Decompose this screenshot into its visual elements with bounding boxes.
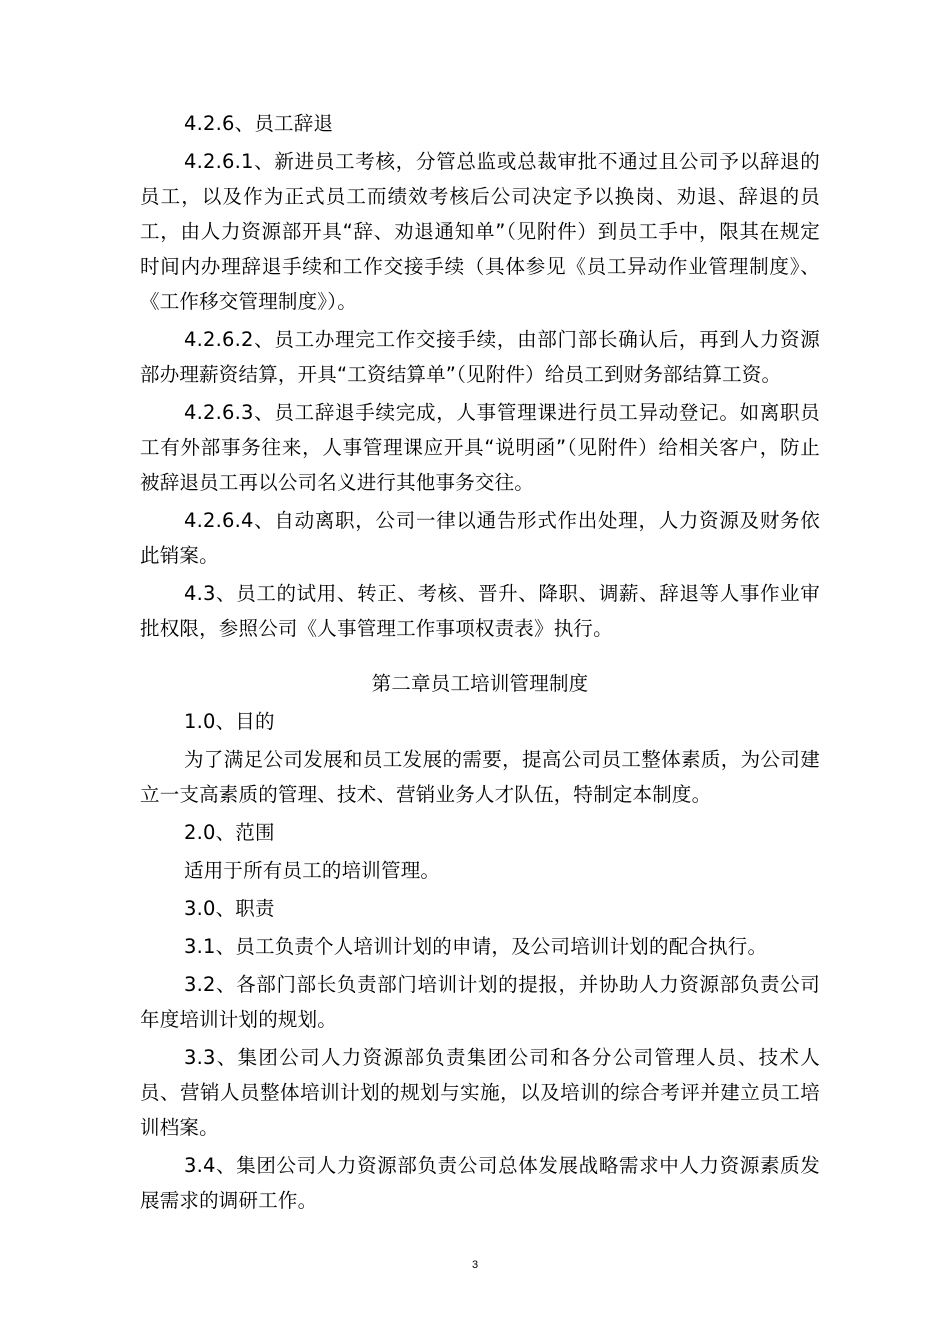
paragraph: 4.2.6.1、新进员工考核，分管总监或总裁审批不通过且公司予以辞退的员工，以及作为正式员工而绩效考核后公司决定予以换岗、劝退、辞退的员工，由人力资源部开具“辞、劝退通知单”（见附件）到员工手中，限其在规定时间内办理辞退手续和工作交接手续（具体参见《员工异动作业管理制度》、《工作移交管理制度》）。 — [140, 150, 820, 313]
paragraph: 3.2、各部门部长负责部门培训计划的提报，并协助人力资源部负责公司年度培训计划的规划。 — [140, 973, 820, 1031]
page-number: 3 — [471, 1259, 479, 1271]
paragraph: 3.1、员工负责个人培训计划的申请，及公司培训计划的配合执行。 — [184, 935, 768, 958]
paragraph: 4.2.6.2、员工办理完工作交接手续，由部门部长确认后，再到人力资源部办理薪资结算，开具“工资结算单”（见附件）给员工到财务部结算工资。 — [140, 328, 820, 386]
paragraph: 4.3、员工的试用、转正、考核、晋升、降职、调薪、辞退等人事作业审批权限，参照公司《人事管理工作事项权责表》执行。 — [140, 582, 820, 640]
section-heading: 1.0、目的 — [184, 710, 275, 733]
paragraph: 4.2.6.4、自动离职，公司一律以通告形式作出处理，人力资源及财务依此销案。 — [140, 509, 820, 567]
section-heading: 3.0、职责 — [184, 897, 275, 920]
paragraph: 4.2.6.3、员工辞退手续完成，人事管理课进行员工异动登记。如离职员工有外部事务往来，人事管理课应开具“说明函”（见附件）给相关客户，防止被辞退员工再以公司名义进行其他事务交往。 — [140, 401, 820, 494]
section-heading: 4.2.6、员工辞退 — [184, 112, 334, 135]
paragraph: 3.3、集团公司人力资源部负责集团公司和各分公司管理人员、技术人员、营销人员整体培训计划的规划与实施，以及培训的综合考评并建立员工培训档案。 — [140, 1046, 820, 1139]
paragraph: 适用于所有员工的培训管理。 — [184, 859, 441, 882]
section-heading: 2.0、范围 — [184, 821, 275, 844]
document-body — [140, 106, 820, 1221]
chapter-title: 第二章员工培训管理制度 — [371, 672, 589, 695]
paragraph: 3.4、集团公司人力资源部负责公司总体发展战略需求中人力资源素质发展需求的调研工作。 — [140, 1154, 820, 1212]
paragraph: 为了满足公司发展和员工发展的需要，提高公司员工整体素质，为公司建立一支高素质的管理、技术、营销业务人才队伍，特制定本制度。 — [140, 748, 820, 806]
